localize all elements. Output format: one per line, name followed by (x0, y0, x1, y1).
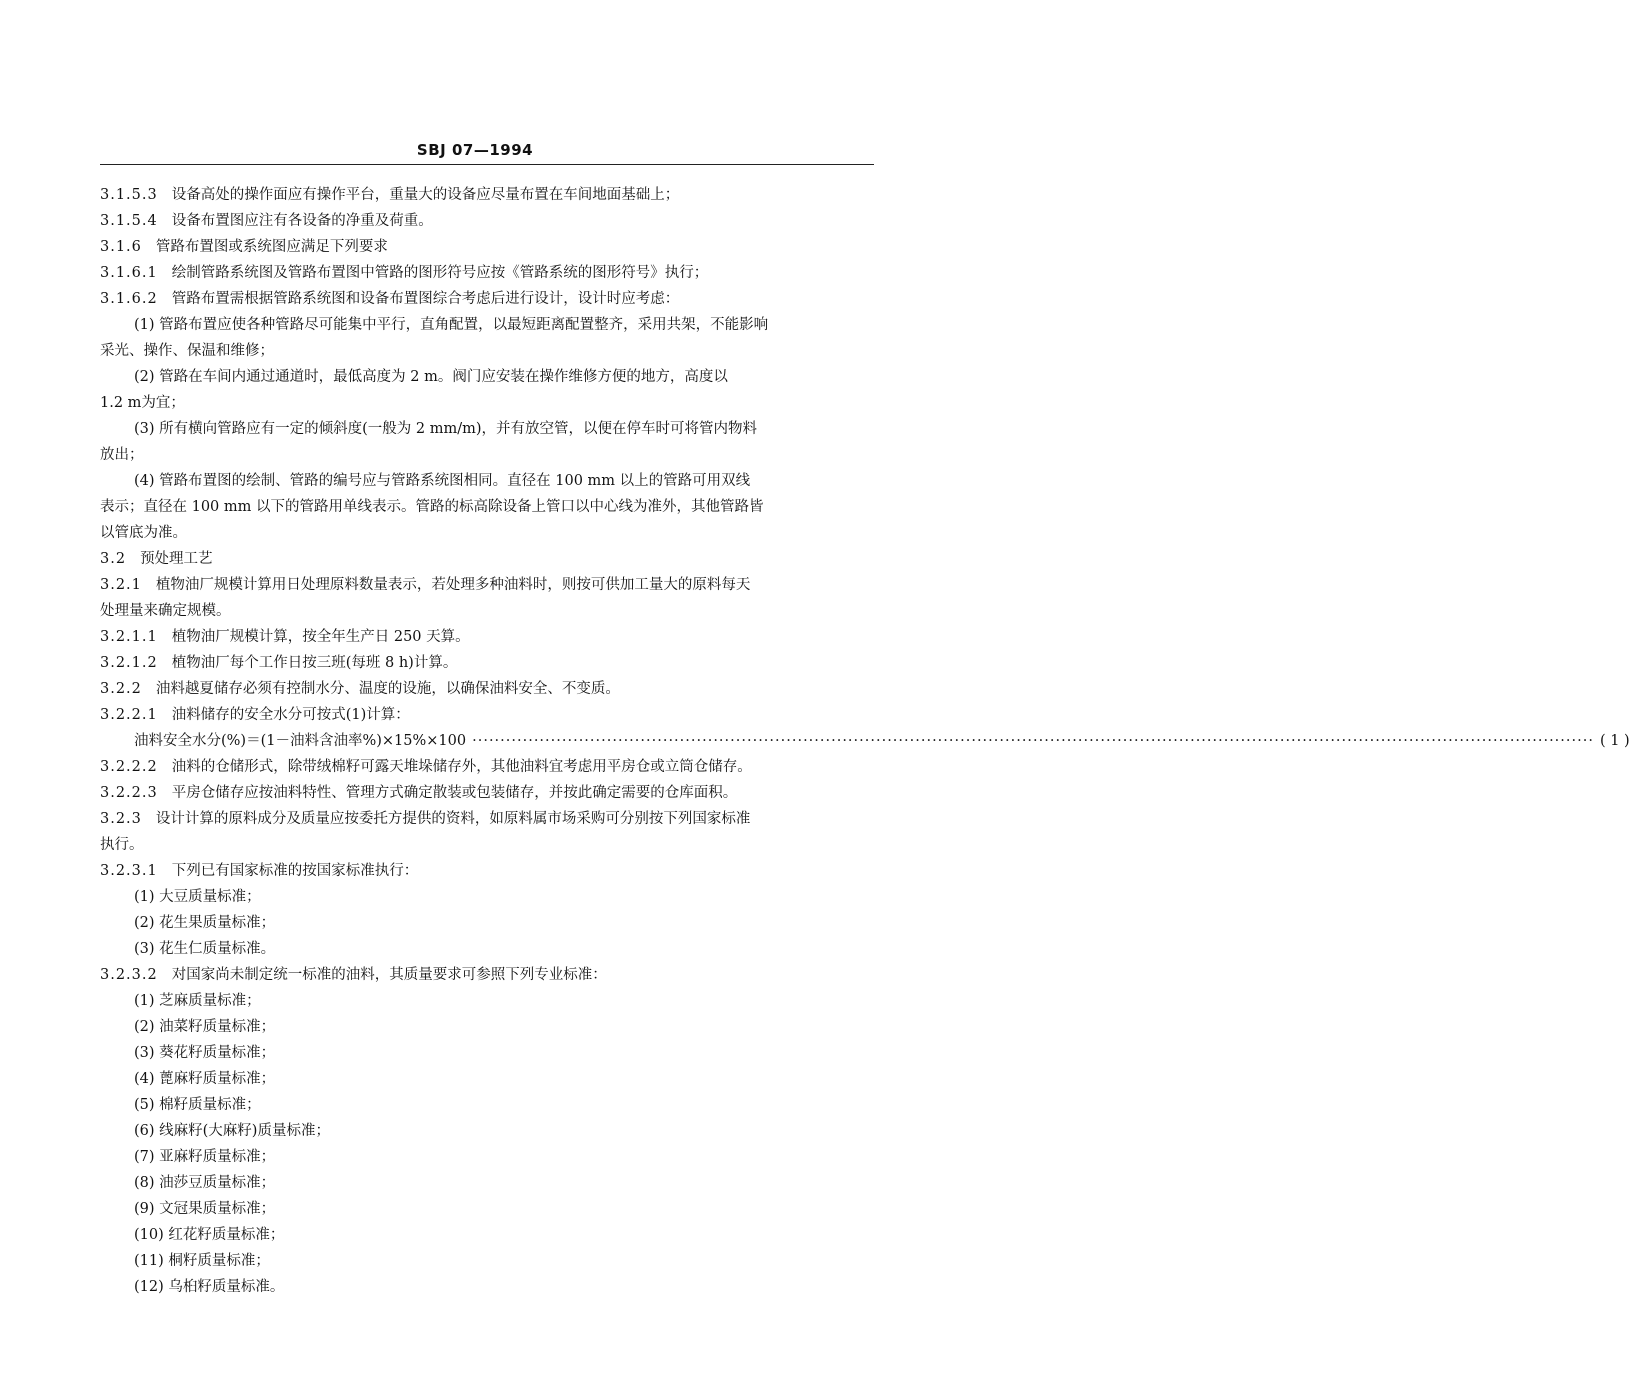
text-line (100, 1144, 874, 1170)
clause-text: (3) 葵花籽质量标准； (134, 1045, 276, 1061)
clause-number: 3.1.6.2 (100, 291, 158, 307)
leader-dots: ········································································································································································································ (472, 733, 1594, 749)
clause-text: 执行。 (100, 837, 144, 853)
text-line (100, 624, 874, 650)
clause-text: (11) 桐籽质量标准； (134, 1253, 270, 1269)
clause-number: 3.2.2 (100, 681, 142, 697)
clause-text: 放出； (100, 447, 144, 463)
clause-text: (4) 管路布置图的绘制、管路的编号应与管路系统图相同。直径在 100 mm 以上的管路可用双线 (134, 473, 751, 489)
clause-text: 1.2 m为宜； (100, 395, 185, 411)
text-line (100, 1118, 874, 1144)
text-line (100, 1248, 874, 1274)
clause-text: (9) 文冠果质量标准； (134, 1201, 276, 1217)
text-line (100, 754, 874, 780)
text-line (100, 416, 874, 442)
text-line (100, 728, 1630, 754)
text-line (100, 468, 874, 494)
clause-text: 油料的仓储形式，除带绒棉籽可露天堆垛储存外，其他油料宜考虑用平房仓或立筒仓储存。 (171, 759, 752, 775)
text-line (100, 1040, 874, 1066)
text-line (100, 442, 874, 468)
clause-number: 3.2.3.1 (100, 863, 158, 879)
clause-text: 设备布置图应注有各设备的净重及荷重。 (171, 213, 433, 229)
clause-text: 表示；直径在 100 mm 以下的管路用单线表示。管路的标高除设备上管口以中心线为准外，其他管路皆 (100, 499, 764, 515)
clause-text: (3) 所有横向管路应有一定的倾斜度(一般为 2 mm/m)，并有放空管，以便在停车时可将管内物料 (134, 421, 758, 437)
clause-text: 处理量来确定规模。 (100, 603, 231, 619)
clause-text: 采光、操作、保温和维修； (100, 343, 274, 359)
text-line (100, 260, 874, 286)
text-line (100, 1196, 874, 1222)
clause-number: 3.2.2.3 (100, 785, 158, 801)
text-line (100, 520, 874, 546)
clause-number: 3.1.6.1 (100, 265, 158, 281)
clause-text: 预处理工艺 (140, 551, 213, 567)
clause-number: 3.1.5.3 (100, 187, 158, 203)
text-line (100, 390, 874, 416)
text-line (100, 1170, 874, 1196)
document-body (100, 182, 1630, 1300)
text-line (100, 650, 874, 676)
text-line (100, 676, 874, 702)
text-line (100, 910, 874, 936)
clause-text: 植物油厂规模计算，按全年生产日 250 天算。 (171, 629, 470, 645)
text-line (100, 208, 874, 234)
clause-text: (3) 花生仁质量标准。 (134, 941, 276, 957)
clause-text: 管路布置需根据管路系统图和设备布置图综合考虑后进行设计，设计时应考虑： (171, 291, 680, 307)
page-header: SBJ 07—1994 (416, 141, 534, 159)
text-line (100, 234, 874, 260)
clause-text: (4) 蓖麻籽质量标准； (134, 1071, 276, 1087)
clause-text: (8) 油莎豆质量标准； (134, 1175, 276, 1191)
text-line (100, 702, 874, 728)
clause-number: 3.2.1.1 (100, 629, 158, 645)
clause-number: 3.1.6 (100, 239, 142, 255)
clause-text: (5) 棉籽质量标准； (134, 1097, 261, 1113)
clause-text: 管路布置图或系统图应满足下列要求 (155, 239, 388, 255)
clause-text: (2) 管路在车间内通过通道时，最低高度为 2 m。阀门应安装在操作维修方便的地方，高度以 (134, 369, 728, 385)
clause-number: 3.2.3 (100, 811, 142, 827)
text-line (100, 1274, 874, 1300)
text-line (100, 1014, 874, 1040)
text-line (100, 312, 874, 338)
text-line (100, 1092, 874, 1118)
text-line (100, 1066, 874, 1092)
clause-number: 3.2.2.2 (100, 759, 158, 775)
text-line (100, 364, 874, 390)
equation-number: ( 1 ) (1599, 733, 1630, 749)
text-line (100, 598, 874, 624)
clause-text: 设计计算的原料成分及质量应按委托方提供的资料，如原料属市场采购可分别按下列国家标准 (155, 811, 751, 827)
text-line (100, 884, 874, 910)
clause-text: 油料储存的安全水分可按式(1)计算： (171, 707, 410, 723)
clause-text: (12) 乌桕籽质量标准。 (134, 1279, 285, 1295)
text-line (100, 182, 874, 208)
text-line (100, 858, 874, 884)
clause-number: 3.2.1 (100, 577, 142, 593)
text-line (100, 1222, 874, 1248)
text-line (100, 546, 874, 572)
text-line (100, 936, 874, 962)
clause-number: 3.2.1.2 (100, 655, 158, 671)
text-line (100, 806, 874, 832)
text-line (100, 832, 874, 858)
text-line (100, 780, 874, 806)
clause-text: 植物油厂每个工作日按三班(每班 8 h)计算。 (171, 655, 458, 671)
header-rule (100, 164, 874, 165)
clause-text: (10) 红花籽质量标准； (134, 1227, 285, 1243)
text-line (100, 962, 874, 988)
clause-text: 设备高处的操作面应有操作平台，重量大的设备应尽量布置在车间地面基础上； (171, 187, 680, 203)
clause-text: (1) 芝麻质量标准； (134, 993, 261, 1009)
text-line (100, 572, 874, 598)
text-line (100, 494, 874, 520)
text-line (100, 338, 874, 364)
formula-text: 油料安全水分(%)＝(1－油料含油率%)×15%×100 (134, 733, 467, 749)
clause-number: 3.2 (100, 551, 127, 567)
clause-text: (2) 花生果质量标准； (134, 915, 276, 931)
clause-text: (1) 大豆质量标准； (134, 889, 261, 905)
clause-number: 3.2.3.2 (100, 967, 158, 983)
clause-text: 绘制管路系统图及管路布置图中管路的图形符号应按《管路系统的图形符号》执行； (171, 265, 709, 281)
clause-text: 植物油厂规模计算用日处理原料数量表示，若处理多种油料时，则按可供加工量大的原料每天 (155, 577, 751, 593)
clause-text: 对国家尚未制定统一标准的油料，其质量要求可参照下列专业标准： (171, 967, 607, 983)
text-line (100, 988, 874, 1014)
clause-number: 3.1.5.4 (100, 213, 158, 229)
clause-text: 油料越夏储存必须有控制水分、温度的设施，以确保油料安全、不变质。 (155, 681, 620, 697)
clause-number: 3.2.2.1 (100, 707, 158, 723)
clause-text: 以管底为准。 (100, 525, 187, 541)
clause-text: (1) 管路布置应使各种管路尽可能集中平行，直角配置，以最短距离配置整齐，采用共架，不能影响 (134, 317, 769, 333)
clause-text: (6) 线麻籽(大麻籽)质量标准； (134, 1123, 330, 1139)
clause-text: (7) 亚麻籽质量标准； (134, 1149, 276, 1165)
clause-text: 下列已有国家标准的按国家标准执行： (171, 863, 419, 879)
clause-text: 平房仓储存应按油料特性、管理方式确定散装或包装储存，并按此确定需要的仓库面积。 (171, 785, 738, 801)
text-line (100, 286, 874, 312)
clause-text: (2) 油菜籽质量标准； (134, 1019, 276, 1035)
